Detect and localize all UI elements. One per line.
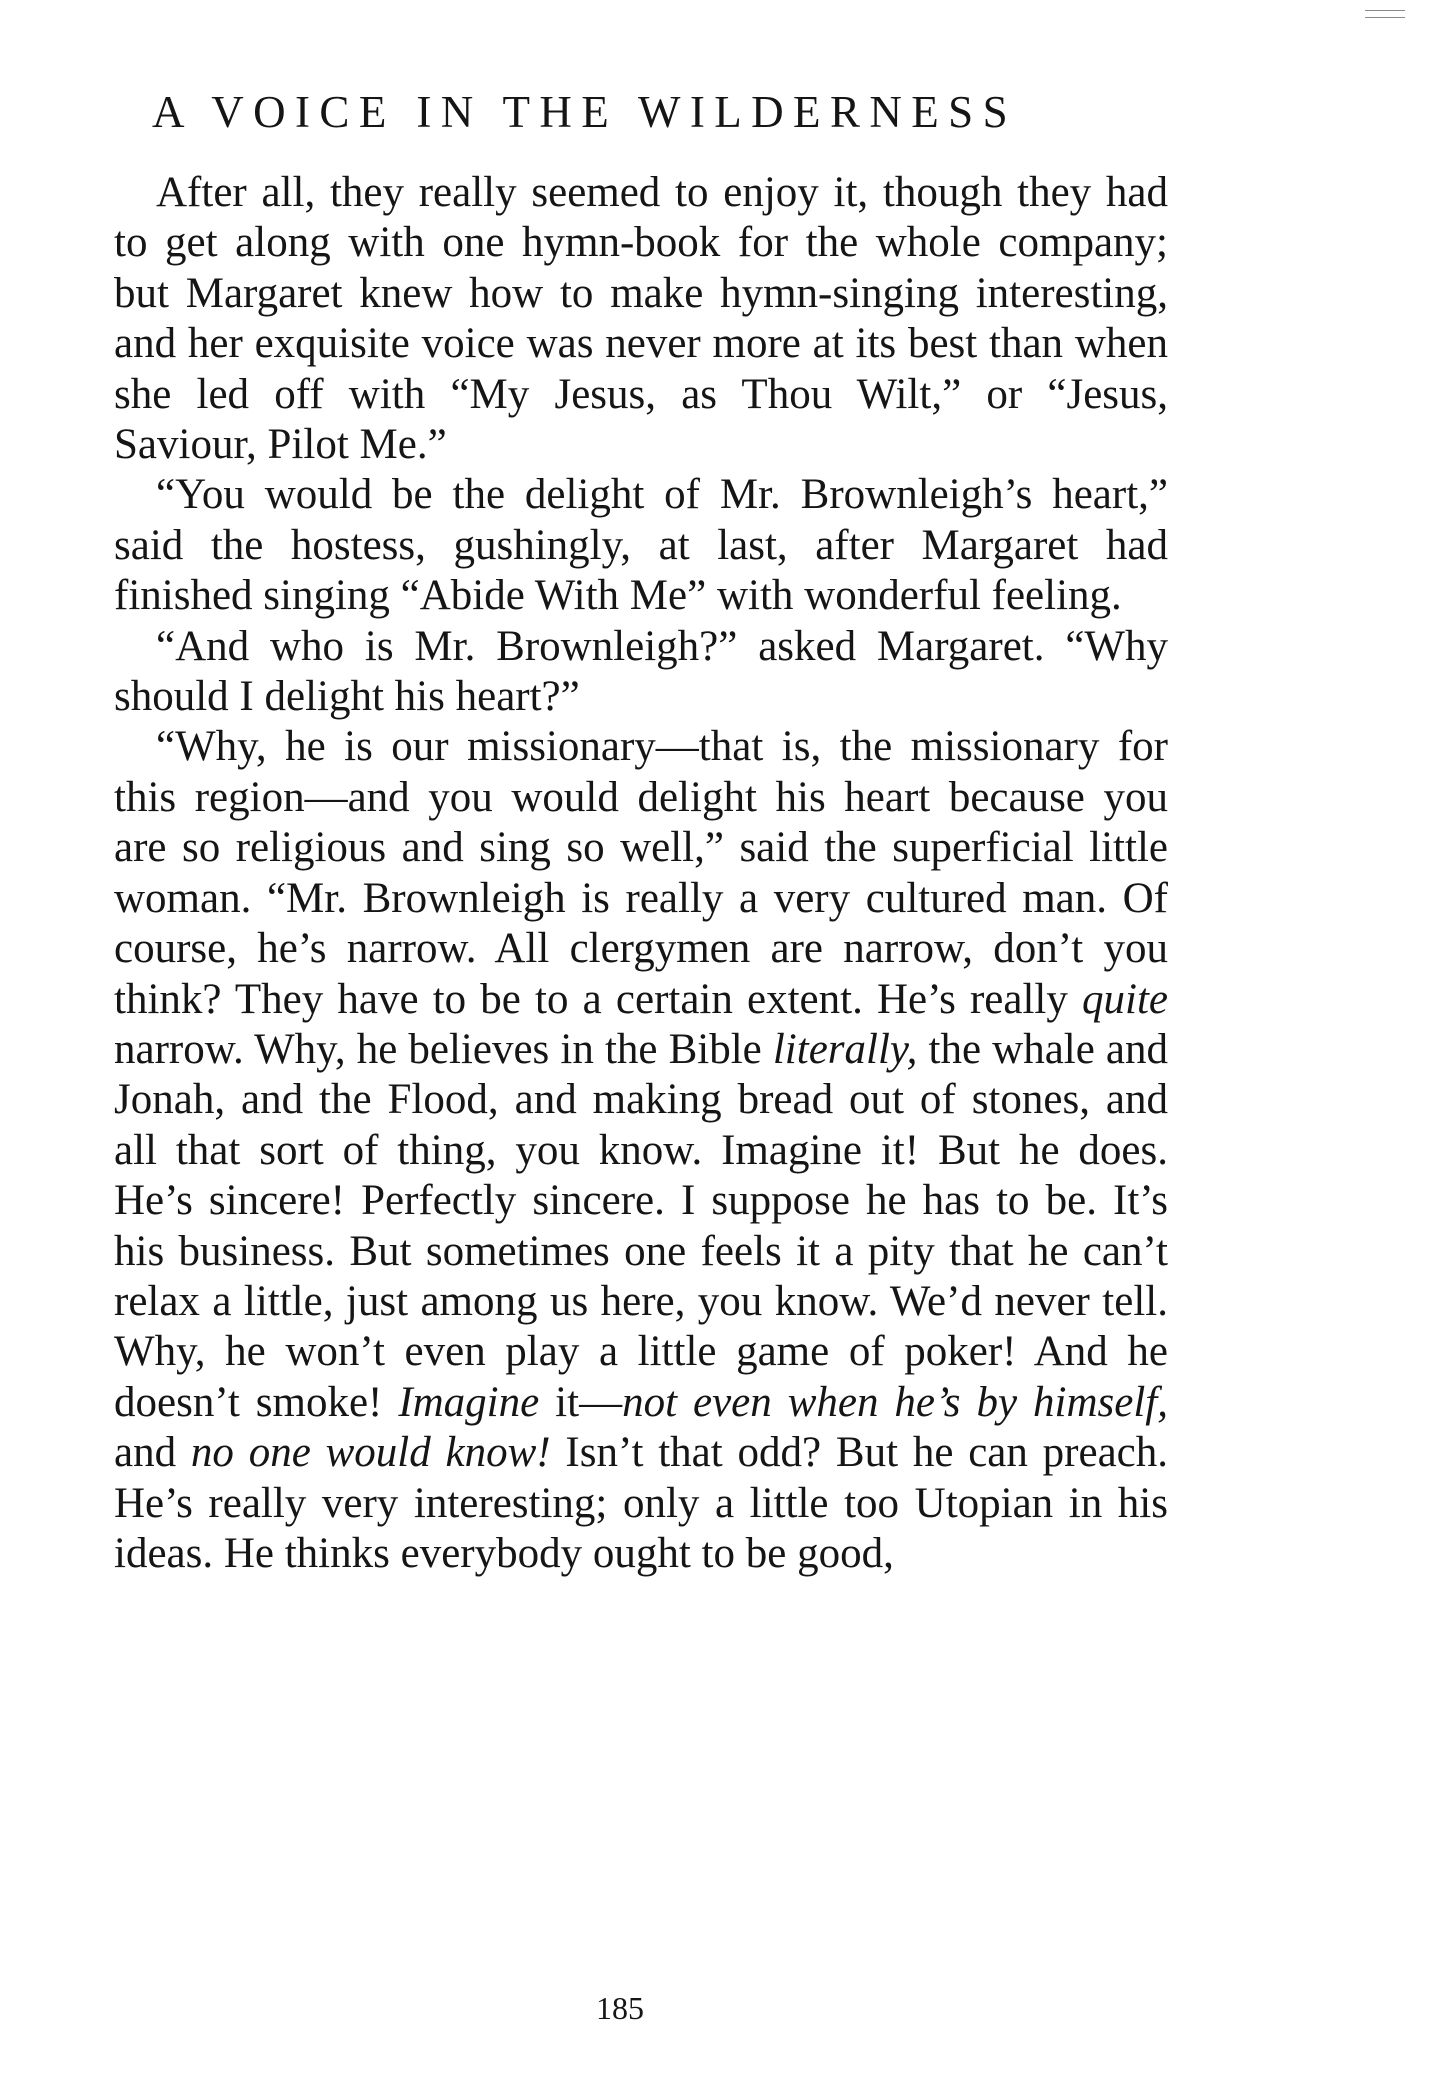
paragraph-text: the whale and Jonah, and the Flood, and making bread out of stones, and all that sort of thing, you know. Imagine it! But he does. He’s sincere! Perfectly sincere. I suppose he has to be. It’s his business. But sometimes one feels it a pity that he can’t relax a little, just among us here, you know. We’d never tell. Why, he won’t even play a little game of poker! And he doesn’t smoke! — [114, 1025, 1168, 1426]
paragraph-text: After all, they really seemed to enjoy it, though they had to get along with one hymn-book for the whole company; but Margaret knew how to make hymn-singing interesting, and her exquisite voice was never more at its best than when she led off with “My Jesus, as Thou Wilt,” or “Jesus, Saviour, Pilot Me.” — [114, 169, 1168, 469]
page-number: 185 — [596, 1990, 644, 2026]
paragraph-text: Isn’t that odd? But he can preach. He’s really very interesting; only a little too Utopian in his ideas. He thinks everybody ought to be good, — [114, 1429, 1168, 1577]
running-head: A VOICE IN THE WILDERNESS — [152, 87, 1017, 137]
paragraph-text: and — [114, 1429, 191, 1477]
italic-text: no one would know! — [190, 1429, 551, 1477]
italic-text: not even when he’s by himself, — [622, 1378, 1168, 1426]
paragraph-hymn-singing — [114, 168, 1168, 470]
paragraph-text: narrow. Why, he believes in the Bible — [114, 1025, 773, 1073]
italic-text: literally, — [772, 1025, 918, 1073]
italic-text: Imagine — [398, 1378, 540, 1426]
paragraph-hostess-remark — [114, 470, 1168, 621]
paragraph-margaret-question — [114, 622, 1168, 723]
paragraph-missionary-description — [114, 722, 1168, 1579]
paragraph-text: “And who is Mr. Brownleigh?” asked Margaret. “Why should I delight his heart?” — [114, 622, 1168, 721]
italic-text: quite — [1082, 975, 1168, 1023]
scan-mark — [1365, 10, 1405, 18]
body-text — [114, 168, 1168, 1579]
paragraph-text: “Why, he is our missionary—that is, the missionary for this region—and you would delight his heart because you are so religious and sing so well,” said the superficial little woman. “Mr. Brownleigh is really a very cultured man. Of course, he’s narrow. All clergymen are narrow, don’t you think? They have to be to a certain extent. He’s really — [114, 723, 1168, 1023]
paragraph-text: it— — [539, 1378, 623, 1426]
paragraph-text: “You would be the delight of Mr. Brownleigh’s heart,” said the hostess, gushingly, at last, after Margaret had finished singing “Abide With Me” with wonderful feeling. — [114, 471, 1168, 620]
